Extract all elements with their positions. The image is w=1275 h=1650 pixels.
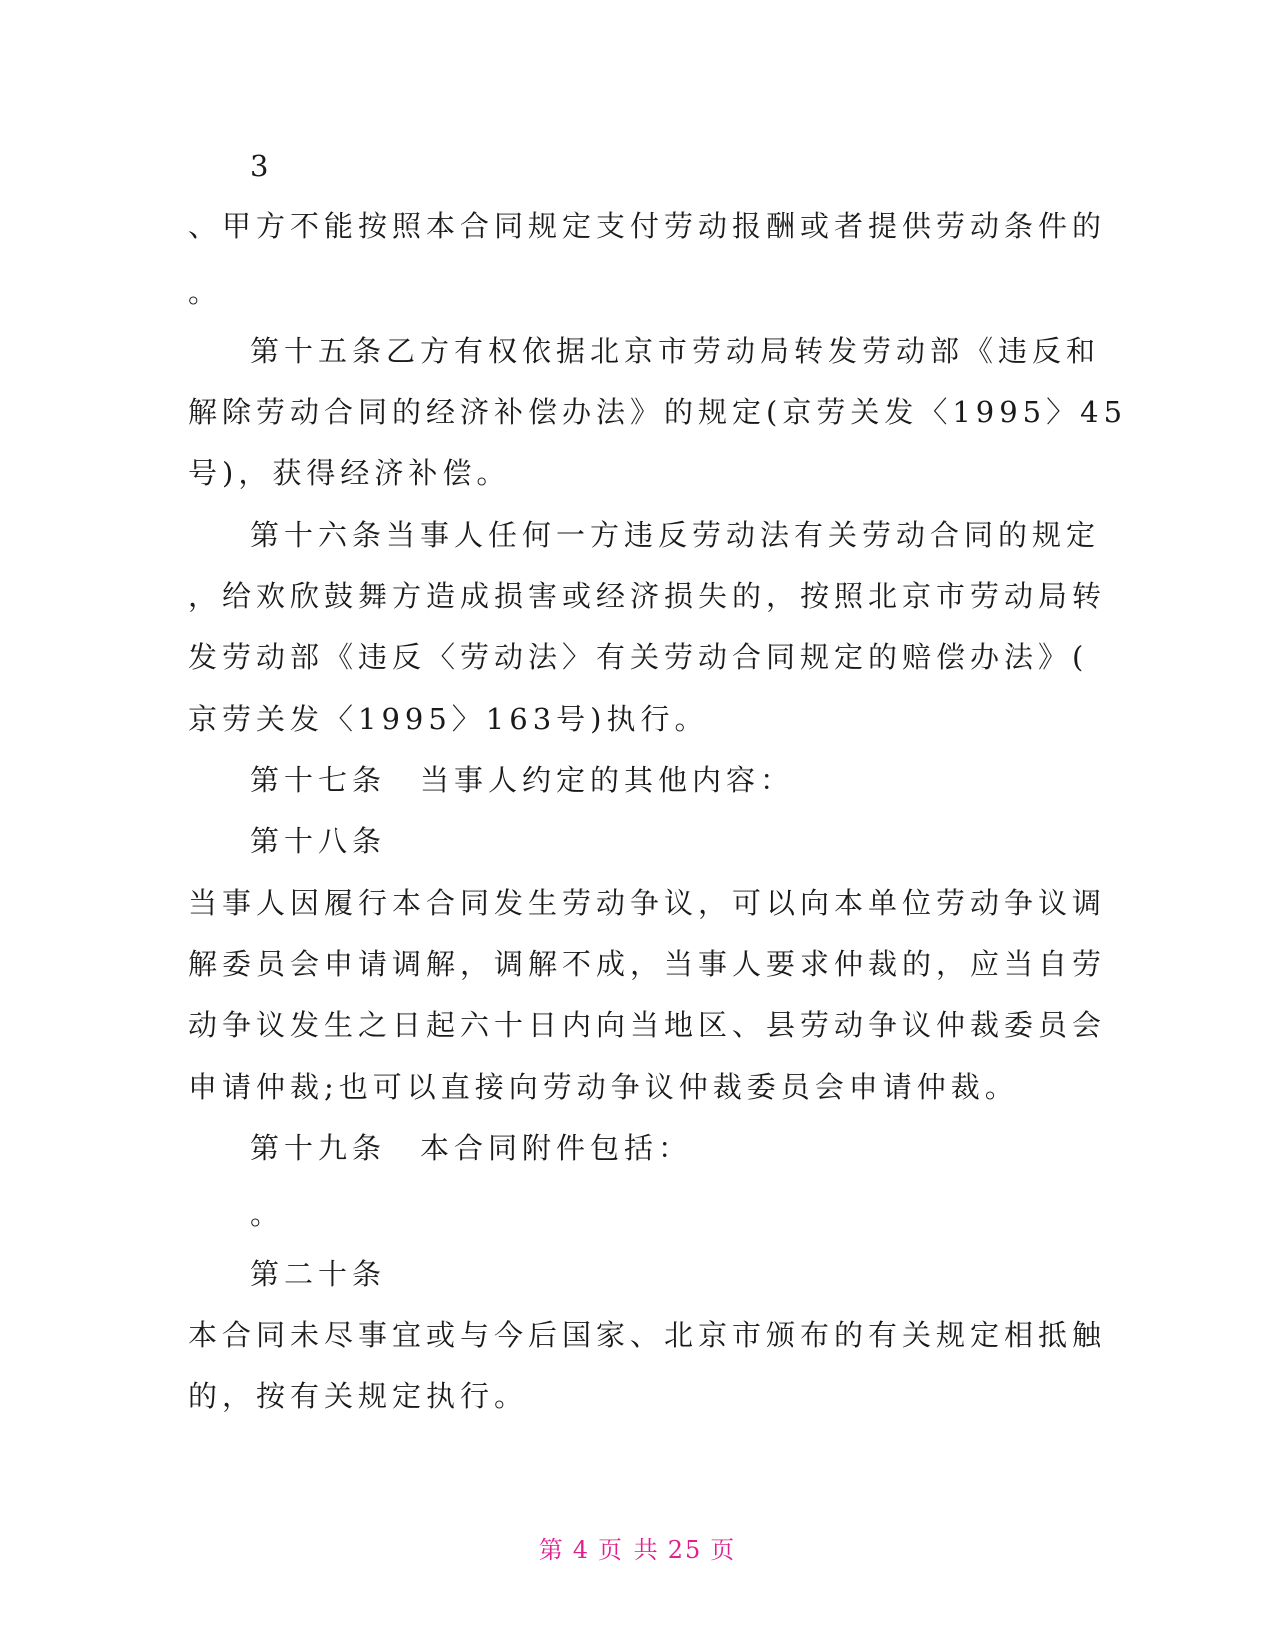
text-line: 、甲方不能按照本合同规定支付劳动报酬或者提供劳动条件的	[188, 209, 1107, 243]
footer-suffix: 页	[710, 1536, 737, 1564]
text-line: 本合同未尽事宜或与今后国家、北京市颁布的有关规定相抵触	[188, 1318, 1107, 1352]
text-line: 解委员会申请调解，调解不成，当事人要求仲裁的，应当自劳	[188, 947, 1107, 981]
text-line: 第二十条	[250, 1257, 387, 1291]
text-line: 3	[250, 149, 274, 183]
text-line: 第十五条乙方有权依据北京市劳动局转发劳动部《违反和	[250, 334, 1101, 368]
footer-prefix: 第	[538, 1536, 565, 1564]
text-line: 发劳动部《违反〈劳动法〉有关劳动合同规定的赔偿办法》(	[188, 640, 1089, 674]
text-line: 当事人因履行本合同发生劳动争议，可以向本单位劳动争议调	[188, 886, 1107, 920]
text-line: 申请仲裁;也可以直接向劳动争议仲裁委员会申请仲裁。	[188, 1070, 1019, 1104]
text-line: 第十六条当事人任何一方违反劳动法有关劳动合同的规定	[250, 518, 1101, 552]
page-footer	[0, 1530, 1275, 1565]
text-line: 。	[188, 275, 223, 309]
text-line: 的，按有关规定执行。	[188, 1379, 529, 1413]
text-line: 解除劳动合同的经济补偿办法》的规定(京劳关发〈1995〉45	[188, 395, 1128, 429]
text-line: 第十八条	[250, 824, 387, 858]
text-line: 号)，获得经济补偿。	[188, 456, 511, 490]
text-line: 京劳关发〈1995〉163号)执行。	[188, 702, 709, 736]
footer-total-pages: 25	[667, 1536, 703, 1564]
text-line: ，给欢欣鼓舞方造成损害或经济损失的，按照北京市劳动局转	[188, 579, 1107, 613]
text-line: 第十九条 本合同附件包括：	[250, 1131, 693, 1165]
footer-current-page: 4	[572, 1536, 591, 1564]
footer-middle: 页 共	[598, 1536, 660, 1564]
text-line: 第十七条 当事人约定的其他内容：	[250, 763, 795, 797]
text-line: 动争议发生之日起六十日内向当地区、县劳动争议仲裁委员会	[188, 1008, 1107, 1042]
text-line: 。	[250, 1197, 285, 1231]
